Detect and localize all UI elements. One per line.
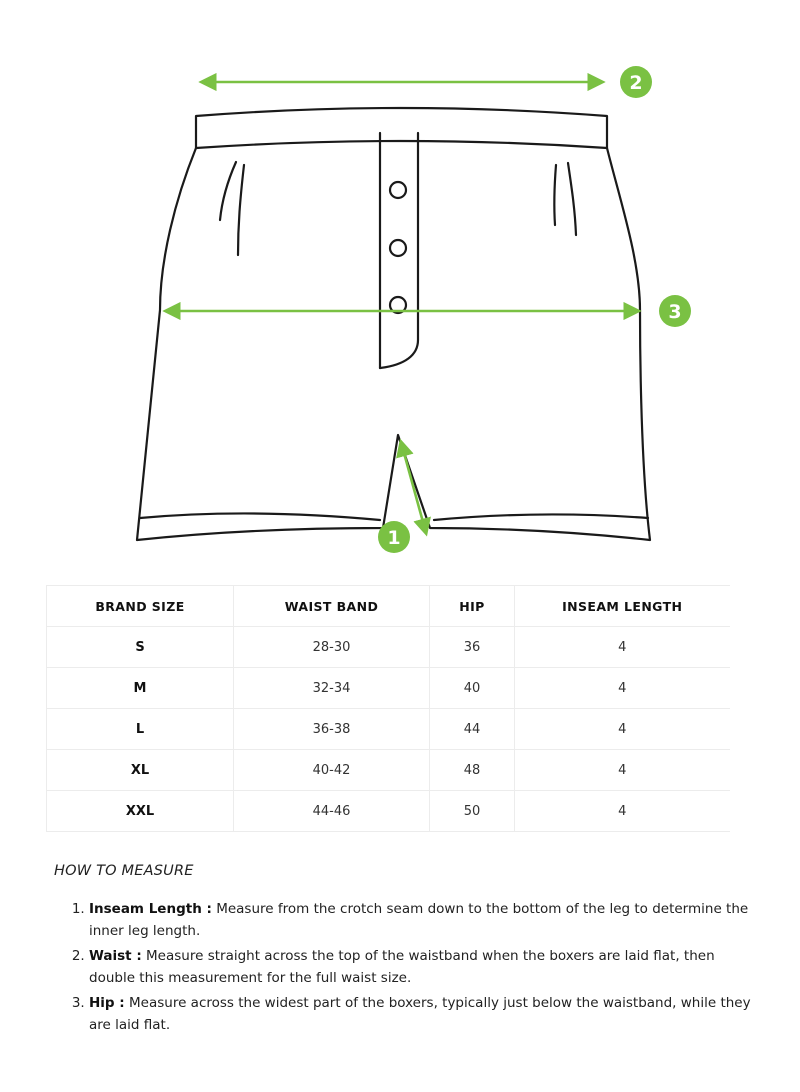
table-row [47, 627, 730, 668]
cell-inseam: 4 [515, 791, 730, 832]
button-circle [390, 182, 406, 198]
measure-label: Waist : [89, 948, 142, 964]
list-item [89, 898, 761, 942]
cell-inseam: 4 [515, 627, 730, 668]
badge-1-label: 1 [387, 527, 401, 549]
cell-waist: 32-34 [234, 668, 430, 709]
cell-waist: 44-46 [234, 791, 430, 832]
header-brand-size: BRAND SIZE [47, 586, 234, 627]
cell-size: M [47, 668, 234, 709]
badge-3-label: 3 [668, 301, 682, 323]
how-to-measure-list [70, 898, 761, 1039]
cell-hip: 40 [430, 668, 515, 709]
badge-2 [620, 66, 652, 98]
measure-label: Hip : [89, 995, 125, 1011]
how-to-measure-title: HOW TO MEASURE [54, 863, 194, 879]
header-waist-band: WAIST BAND [234, 586, 430, 627]
cell-inseam: 4 [515, 709, 730, 750]
table-row [47, 791, 730, 832]
cell-waist: 40-42 [234, 750, 430, 791]
header-inseam-length: INSEAM LENGTH [515, 586, 730, 627]
cell-inseam: 4 [515, 750, 730, 791]
cell-size: XL [47, 750, 234, 791]
badge-2-label: 2 [629, 72, 643, 94]
measure-text: Measure across the widest part of the boxers, typically just below the waistband, while they are laid flat. [89, 995, 751, 1033]
shorts-outline [137, 108, 650, 540]
cell-waist: 36-38 [234, 709, 430, 750]
measure-label: Inseam Length : [89, 901, 212, 917]
cell-size: XXL [47, 791, 234, 832]
cell-size: S [47, 627, 234, 668]
cell-hip: 50 [430, 791, 515, 832]
table-row [47, 709, 730, 750]
measure-text: Measure straight across the top of the waistband when the boxers are laid flat, then double this measurement for the full waist size. [89, 948, 715, 986]
list-item [89, 992, 761, 1036]
list-item [89, 945, 761, 989]
table-row [47, 750, 730, 791]
measure-text: Measure from the crotch seam down to the bottom of the leg to determine the inner leg length. [89, 901, 749, 939]
inseam-arrow [401, 442, 426, 533]
header-hip: HIP [430, 586, 515, 627]
cell-hip: 48 [430, 750, 515, 791]
cell-waist: 28-30 [234, 627, 430, 668]
button-circle [390, 240, 406, 256]
measurement-arrows [166, 82, 638, 533]
table-row [47, 668, 730, 709]
cell-inseam: 4 [515, 668, 730, 709]
size-chart-table [46, 585, 730, 832]
table-header-row [47, 586, 730, 627]
badge-3 [659, 295, 691, 327]
cell-size: L [47, 709, 234, 750]
cell-hip: 44 [430, 709, 515, 750]
cell-hip: 36 [430, 627, 515, 668]
badge-1 [378, 521, 410, 553]
